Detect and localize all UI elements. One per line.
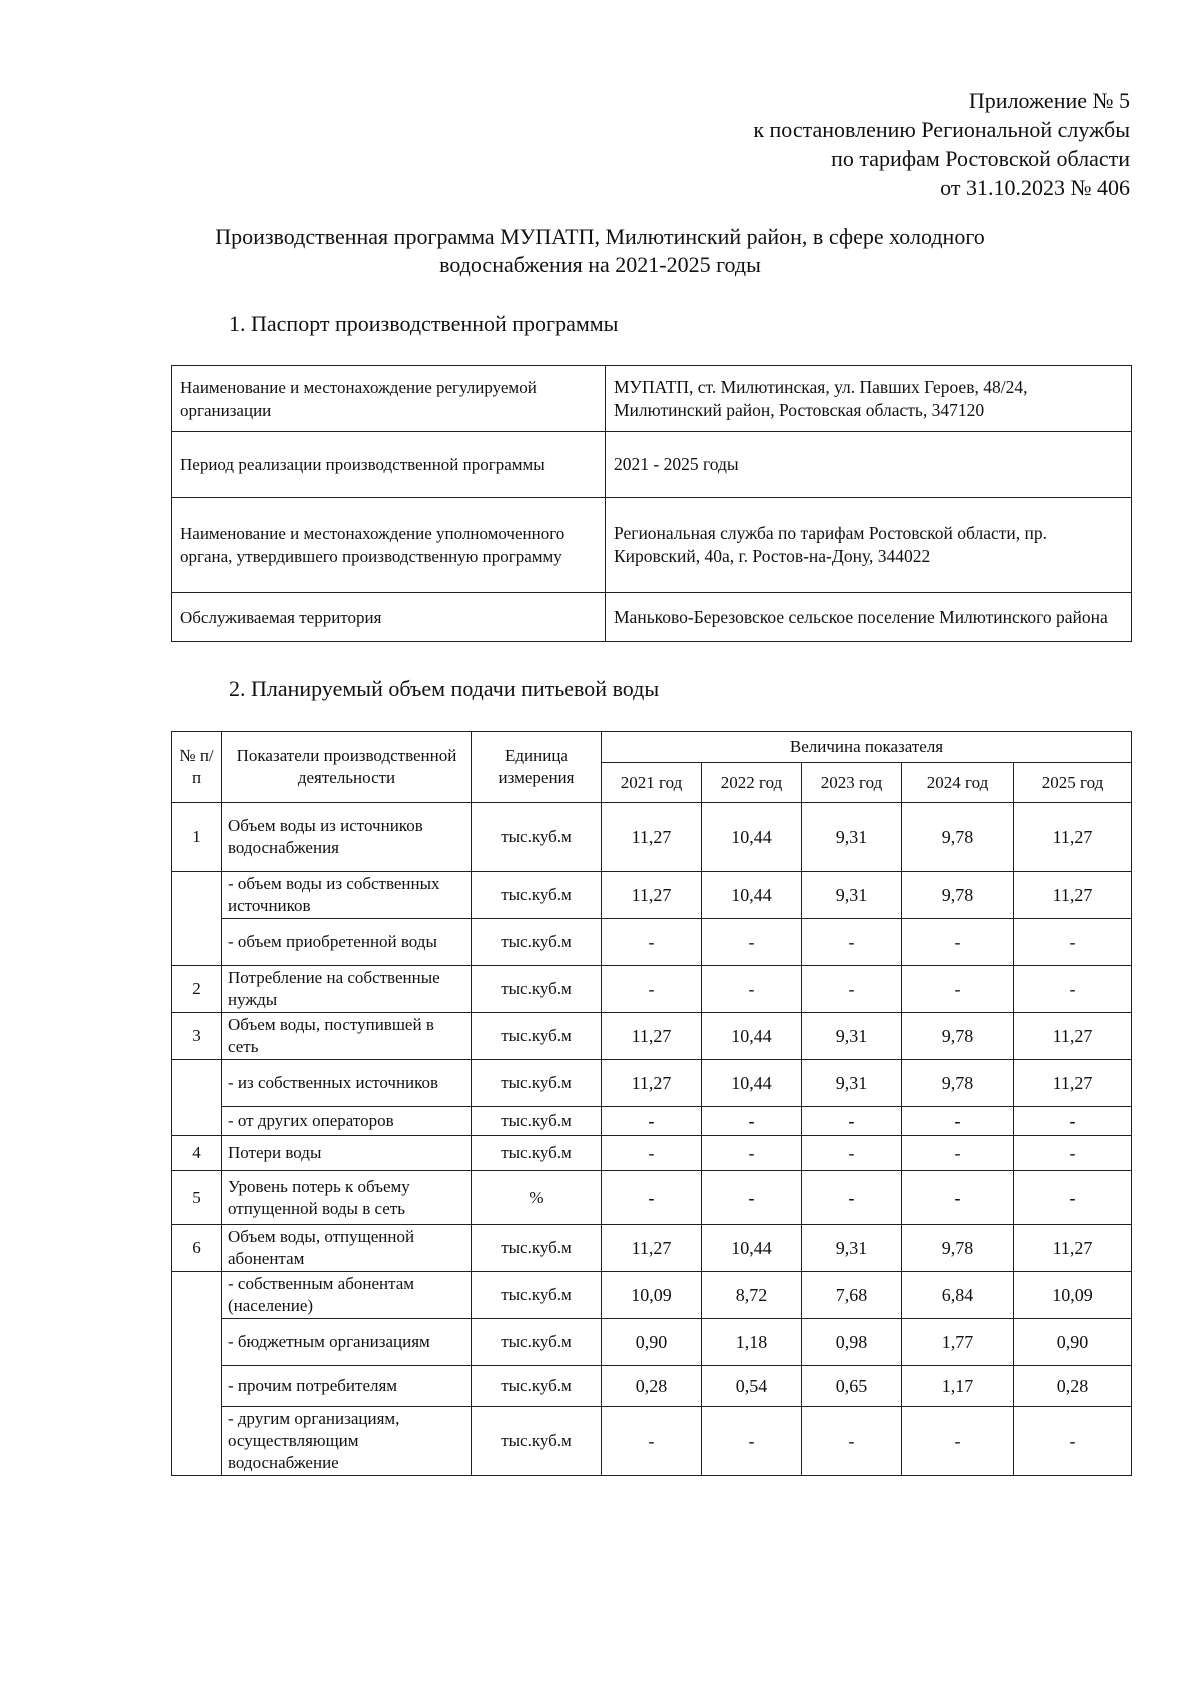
row-value: - (702, 1171, 802, 1225)
row-value: 0,54 (702, 1366, 802, 1407)
passport-value: 2021 - 2025 годы (606, 432, 1132, 498)
row-value: - (702, 1136, 802, 1171)
row-indicator: Объем воды, отпущенной абонентам (222, 1225, 472, 1272)
passport-label: Наименование и местонахождение уполномоченного органа, утвердившего производственную программу (172, 498, 606, 593)
row-value: - (802, 1107, 902, 1136)
row-value: 9,78 (902, 1225, 1014, 1272)
row-value: 10,44 (702, 1013, 802, 1060)
row-value: - (902, 966, 1014, 1013)
row-value: - (802, 1136, 902, 1171)
row-value: 9,31 (802, 872, 902, 919)
row-value: - (902, 1171, 1014, 1225)
row-value: 11,27 (1014, 1225, 1132, 1272)
row-value: - (1014, 1136, 1132, 1171)
passport-row (172, 366, 1132, 432)
row-value: - (702, 919, 802, 966)
row-value: 6,84 (902, 1272, 1014, 1319)
row-value: 11,27 (1014, 872, 1132, 919)
row-value: 10,44 (702, 1225, 802, 1272)
row-value: - (902, 1107, 1014, 1136)
passport-value: Маньково-Березовское сельское поселение Милютинского района (606, 593, 1132, 642)
row-unit: тыс.куб.м (472, 1107, 602, 1136)
table-row (172, 1171, 1132, 1225)
row-indicator: Потери воды (222, 1136, 472, 1171)
document-title (150, 223, 1050, 279)
passport-row (172, 498, 1132, 593)
row-num: 3 (172, 1013, 222, 1060)
row-indicator: Потребление на собственные нужды (222, 966, 472, 1013)
row-indicator: - объем приобретенной воды (222, 919, 472, 966)
row-value: 10,44 (702, 1060, 802, 1107)
header-year: 2022 год (702, 763, 802, 803)
row-indicator: - бюджетным организациям (222, 1319, 472, 1366)
row-value: 0,65 (802, 1366, 902, 1407)
passport-row (172, 432, 1132, 498)
header-unit: Единица измерения (472, 732, 602, 803)
row-value: - (802, 1407, 902, 1476)
row-value: - (1014, 919, 1132, 966)
header-value-group: Величина показателя (602, 732, 1132, 763)
row-value: - (802, 1171, 902, 1225)
appendix-line-1: Приложение № 5 (968, 88, 1130, 113)
table-row (172, 1060, 1132, 1107)
row-value: 9,31 (802, 1013, 902, 1060)
row-value: 0,90 (602, 1319, 702, 1366)
row-value: - (602, 1407, 702, 1476)
row-num (172, 872, 222, 966)
table-row (172, 872, 1132, 919)
document-title-line-2: водоснабжения на 2021-2025 годы (439, 252, 761, 277)
row-value: 11,27 (602, 1060, 702, 1107)
header-row (172, 732, 1132, 763)
row-value: - (602, 919, 702, 966)
header-indicator: Показатели производственной деятельности (222, 732, 472, 803)
row-value: 10,44 (702, 872, 802, 919)
row-value: - (802, 966, 902, 1013)
row-indicator: - объем воды из собственных источников (222, 872, 472, 919)
row-indicator: Объем воды, поступившей в сеть (222, 1013, 472, 1060)
section-2-title: 2. Планируемый объем подачи питьевой воды (229, 676, 660, 701)
section-1-title: 1. Паспорт производственной программы (229, 311, 619, 336)
row-value: - (1014, 1407, 1132, 1476)
row-value: 9,31 (802, 803, 902, 872)
row-unit: тыс.куб.м (472, 803, 602, 872)
appendix-header (753, 86, 1130, 202)
header-year: 2021 год (602, 763, 702, 803)
table-row (172, 803, 1132, 872)
row-num: 2 (172, 966, 222, 1013)
row-value: 0,90 (1014, 1319, 1132, 1366)
row-indicator: - другим организациям, осуществляющим водоснабжение (222, 1407, 472, 1476)
passport-value: Региональная служба по тарифам Ростовской области, пр. Кировский, 40а, г. Ростов-на-Дону, 344022 (606, 498, 1132, 593)
passport-row (172, 593, 1132, 642)
row-value: 1,17 (902, 1366, 1014, 1407)
row-value: 11,27 (602, 1013, 702, 1060)
row-value: 11,27 (602, 803, 702, 872)
row-value: 11,27 (1014, 1060, 1132, 1107)
row-value: - (902, 1136, 1014, 1171)
header-year: 2023 год (802, 763, 902, 803)
row-unit: % (472, 1171, 602, 1225)
row-value: 8,72 (702, 1272, 802, 1319)
table-row (172, 1136, 1132, 1171)
water-volume-table (171, 731, 1132, 1476)
row-value: 9,31 (802, 1225, 902, 1272)
row-value: - (1014, 1107, 1132, 1136)
row-value: 9,78 (902, 1060, 1014, 1107)
row-value: - (802, 919, 902, 966)
appendix-line-4: от 31.10.2023 № 406 (940, 175, 1130, 200)
row-value: 9,31 (802, 1060, 902, 1107)
header-num: № п/п (172, 732, 222, 803)
row-value: - (702, 1407, 802, 1476)
row-unit: тыс.куб.м (472, 919, 602, 966)
row-value: 1,18 (702, 1319, 802, 1366)
row-indicator: - прочим потребителям (222, 1366, 472, 1407)
row-indicator: - из собственных источников (222, 1060, 472, 1107)
table-row (172, 1319, 1132, 1366)
row-value: 7,68 (802, 1272, 902, 1319)
row-value: 1,77 (902, 1319, 1014, 1366)
row-unit: тыс.куб.м (472, 1366, 602, 1407)
row-num (172, 1060, 222, 1136)
passport-label: Обслуживаемая территория (172, 593, 606, 642)
row-value: - (702, 1107, 802, 1136)
row-value: 10,09 (1014, 1272, 1132, 1319)
row-indicator: Объем воды из источников водоснабжения (222, 803, 472, 872)
row-value: - (902, 919, 1014, 966)
document-title-line-1: Производственная программа МУПАТП, Милютинский район, в сфере холодного (215, 224, 985, 249)
row-value: 11,27 (602, 872, 702, 919)
row-unit: тыс.куб.м (472, 872, 602, 919)
passport-value: МУПАТП, ст. Милютинская, ул. Павших Героев, 48/24, Милютинский район, Ростовская область, 347120 (606, 366, 1132, 432)
table-row (172, 1366, 1132, 1407)
row-value: - (1014, 1171, 1132, 1225)
row-num: 5 (172, 1171, 222, 1225)
table-row (172, 1272, 1132, 1319)
passport-label: Наименование и местонахождение регулируемой организации (172, 366, 606, 432)
table-row (172, 1225, 1132, 1272)
row-value: 9,78 (902, 872, 1014, 919)
row-unit: тыс.куб.м (472, 1136, 602, 1171)
row-value: 0,98 (802, 1319, 902, 1366)
table-row (172, 1013, 1132, 1060)
row-num: 4 (172, 1136, 222, 1171)
header-year: 2024 год (902, 763, 1014, 803)
row-value: 0,28 (1014, 1366, 1132, 1407)
appendix-line-3: по тарифам Ростовской области (831, 146, 1130, 171)
row-value: 11,27 (602, 1225, 702, 1272)
row-value: 10,44 (702, 803, 802, 872)
row-value: - (602, 1171, 702, 1225)
row-unit: тыс.куб.м (472, 1319, 602, 1366)
table-row (172, 966, 1132, 1013)
row-num: 6 (172, 1225, 222, 1272)
row-indicator: Уровень потерь к объему отпущенной воды в сеть (222, 1171, 472, 1225)
row-value: - (702, 966, 802, 1013)
row-value: 9,78 (902, 1013, 1014, 1060)
row-value: - (1014, 966, 1132, 1013)
row-unit: тыс.куб.м (472, 1407, 602, 1476)
row-value: 10,09 (602, 1272, 702, 1319)
row-unit: тыс.куб.м (472, 1060, 602, 1107)
row-value: 9,78 (902, 803, 1014, 872)
row-unit: тыс.куб.м (472, 1225, 602, 1272)
row-num (172, 1272, 222, 1476)
passport-table (171, 365, 1132, 642)
appendix-line-2: к постановлению Региональной службы (753, 117, 1130, 142)
row-value: 11,27 (1014, 803, 1132, 872)
table-row (172, 1407, 1132, 1476)
row-value: 0,28 (602, 1366, 702, 1407)
row-value: - (902, 1407, 1014, 1476)
row-value: 11,27 (1014, 1013, 1132, 1060)
row-indicator: - собственным абонентам (население) (222, 1272, 472, 1319)
row-unit: тыс.куб.м (472, 966, 602, 1013)
passport-label: Период реализации производственной программы (172, 432, 606, 498)
row-value: - (602, 1136, 702, 1171)
table-row (172, 1107, 1132, 1136)
row-indicator: - от других операторов (222, 1107, 472, 1136)
row-value: - (602, 1107, 702, 1136)
row-num: 1 (172, 803, 222, 872)
row-unit: тыс.куб.м (472, 1013, 602, 1060)
row-unit: тыс.куб.м (472, 1272, 602, 1319)
header-year: 2025 год (1014, 763, 1132, 803)
row-value: - (602, 966, 702, 1013)
table-row (172, 919, 1132, 966)
